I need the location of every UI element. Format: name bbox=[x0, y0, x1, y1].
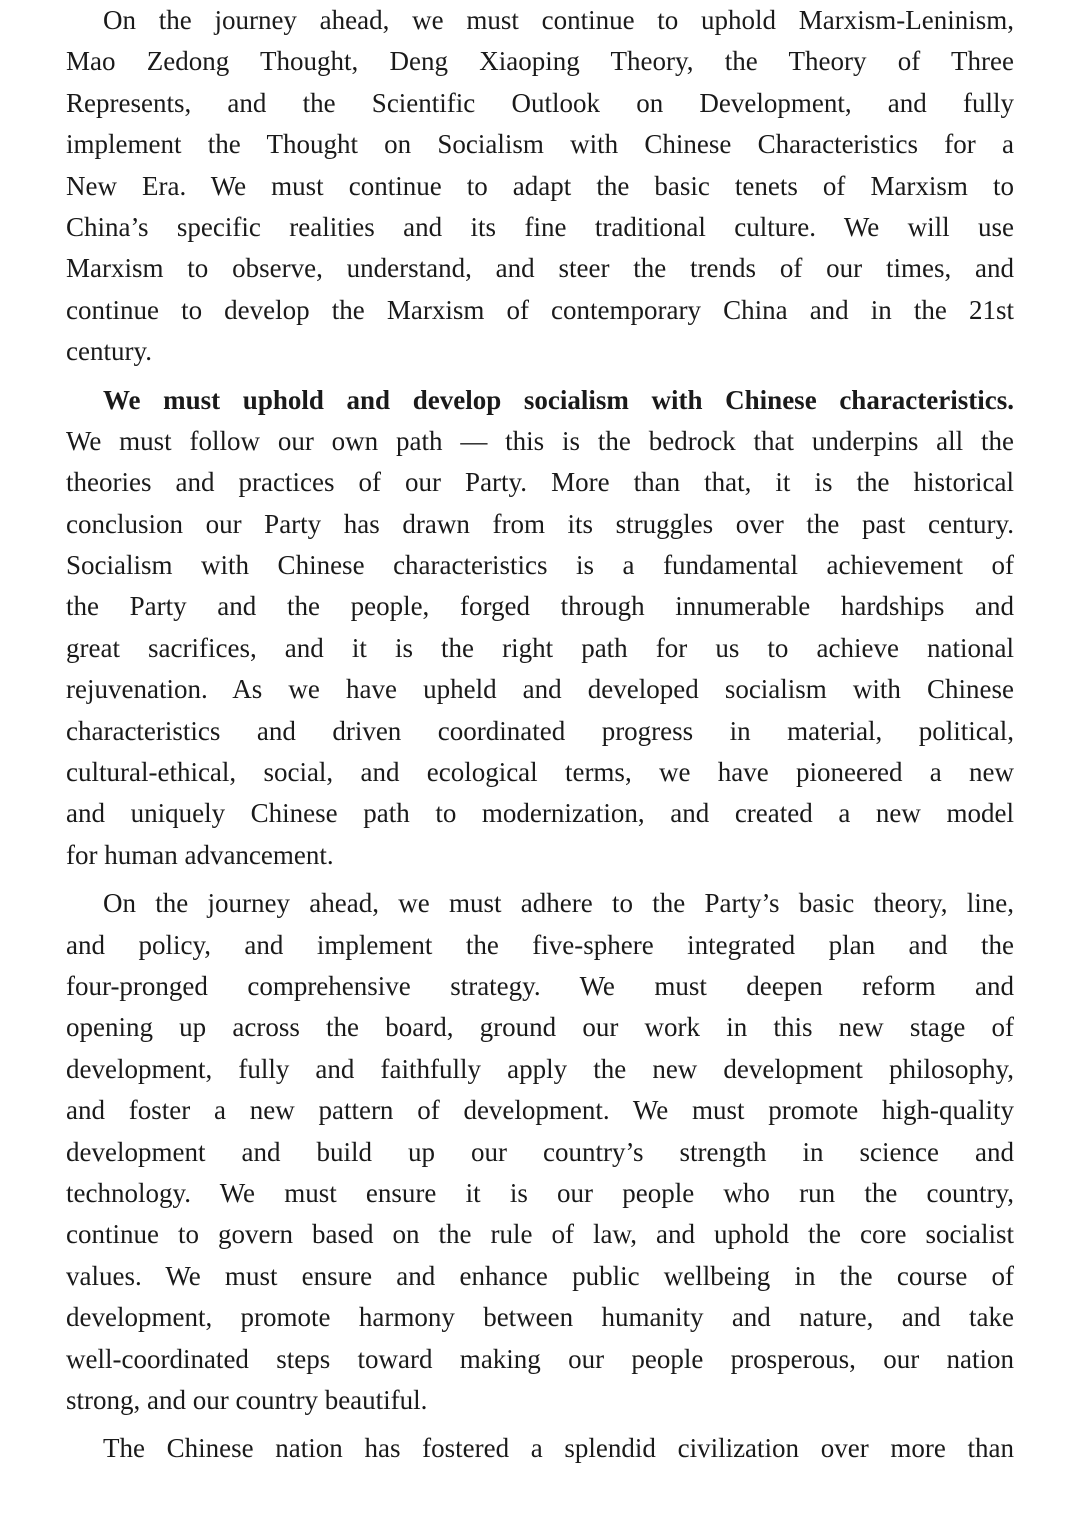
text-line: and foster a new pattern of development. We must promote high-quality bbox=[66, 1095, 1014, 1126]
text-line: values. We must ensure and enhance public wellbeing in the course of bbox=[66, 1260, 1014, 1291]
text-line: for human advancement. bbox=[66, 839, 334, 870]
paragraph-spacer bbox=[66, 876, 1014, 883]
text-line: We must follow our own path — this is the bedrock that underpins all the bbox=[66, 425, 1014, 456]
text-line: On the journey ahead, we must continue to uphold Marxism-Leninism, bbox=[103, 5, 1014, 35]
text-line: four-pronged comprehensive strategy. We must deepen reform and bbox=[66, 970, 1014, 1001]
text-line: theories and practices of our Party. More than that, it is the historical bbox=[66, 467, 1014, 498]
text-line: implement the Thought on Socialism with Chinese Characteristics for a bbox=[66, 129, 1014, 160]
text-line: characteristics and driven coordinated progress in material, political, bbox=[66, 715, 1014, 746]
text-line: Marxism to observe, understand, and steer the trends of our times, and bbox=[66, 253, 1014, 284]
text-line: China’s specific realities and its fine traditional culture. We will use bbox=[66, 211, 1014, 242]
paragraph-heading: We must uphold and develop socialism with Chinese characteristics. bbox=[103, 384, 1014, 415]
text-line: The Chinese nation has fostered a splendid civilization over more than bbox=[103, 1433, 1014, 1464]
text-line: strong, and our country beautiful. bbox=[66, 1384, 428, 1415]
text-line: continue to develop the Marxism of contemporary China and in the 21st bbox=[66, 294, 1014, 325]
text-line: Mao Zedong Thought, Deng Xiaoping Theory, the Theory of Three bbox=[66, 46, 1014, 77]
text-line: technology. We must ensure it is our people who run the country, bbox=[66, 1177, 1014, 1208]
paragraph-1 bbox=[66, 0, 1014, 373]
text-line: cultural-ethical, social, and ecological terms, we have pioneered a new bbox=[66, 757, 1014, 788]
text-line: rejuvenation. As we have upheld and developed socialism with Chinese bbox=[66, 674, 1014, 705]
text-line: development, fully and faithfully apply the new development philosophy, bbox=[66, 1053, 1014, 1084]
paragraph-2 bbox=[66, 380, 1014, 877]
text-line: well-coordinated steps toward making our people prosperous, our nation bbox=[66, 1343, 1014, 1374]
text-line: continue to govern based on the rule of law, and uphold the core socialist bbox=[66, 1219, 1014, 1250]
text-line: New Era. We must continue to adapt the basic tenets of Marxism to bbox=[66, 170, 1014, 201]
paragraph-spacer bbox=[66, 1421, 1014, 1428]
paragraph-3 bbox=[66, 883, 1014, 1421]
text-line: development, promote harmony between humanity and nature, and take bbox=[66, 1302, 1014, 1333]
text-line: the Party and the people, forged through innumerable hardships and bbox=[66, 591, 1014, 622]
text-line: Represents, and the Scientific Outlook on Development, and fully bbox=[66, 87, 1014, 118]
document-page bbox=[66, 0, 1014, 1470]
text-line: and uniquely Chinese path to modernization, and created a new model bbox=[66, 798, 1014, 829]
text-line: Socialism with Chinese characteristics is a fundamental achievement of bbox=[66, 550, 1014, 581]
text-line: century. bbox=[66, 336, 152, 367]
paragraph-4 bbox=[66, 1428, 1014, 1469]
text-line: On the journey ahead, we must adhere to the Party’s basic theory, line, bbox=[103, 888, 1014, 919]
paragraph-spacer bbox=[66, 373, 1014, 380]
text-line: conclusion our Party has drawn from its struggles over the past century. bbox=[66, 508, 1014, 539]
text-line: opening up across the board, ground our work in this new stage of bbox=[66, 1012, 1014, 1043]
text-line: development and build up our country’s strength in science and bbox=[66, 1136, 1014, 1167]
text-line: great sacrifices, and it is the right path for us to achieve national bbox=[66, 632, 1014, 663]
text-line: and policy, and implement the five-sphere integrated plan and the bbox=[66, 929, 1014, 960]
